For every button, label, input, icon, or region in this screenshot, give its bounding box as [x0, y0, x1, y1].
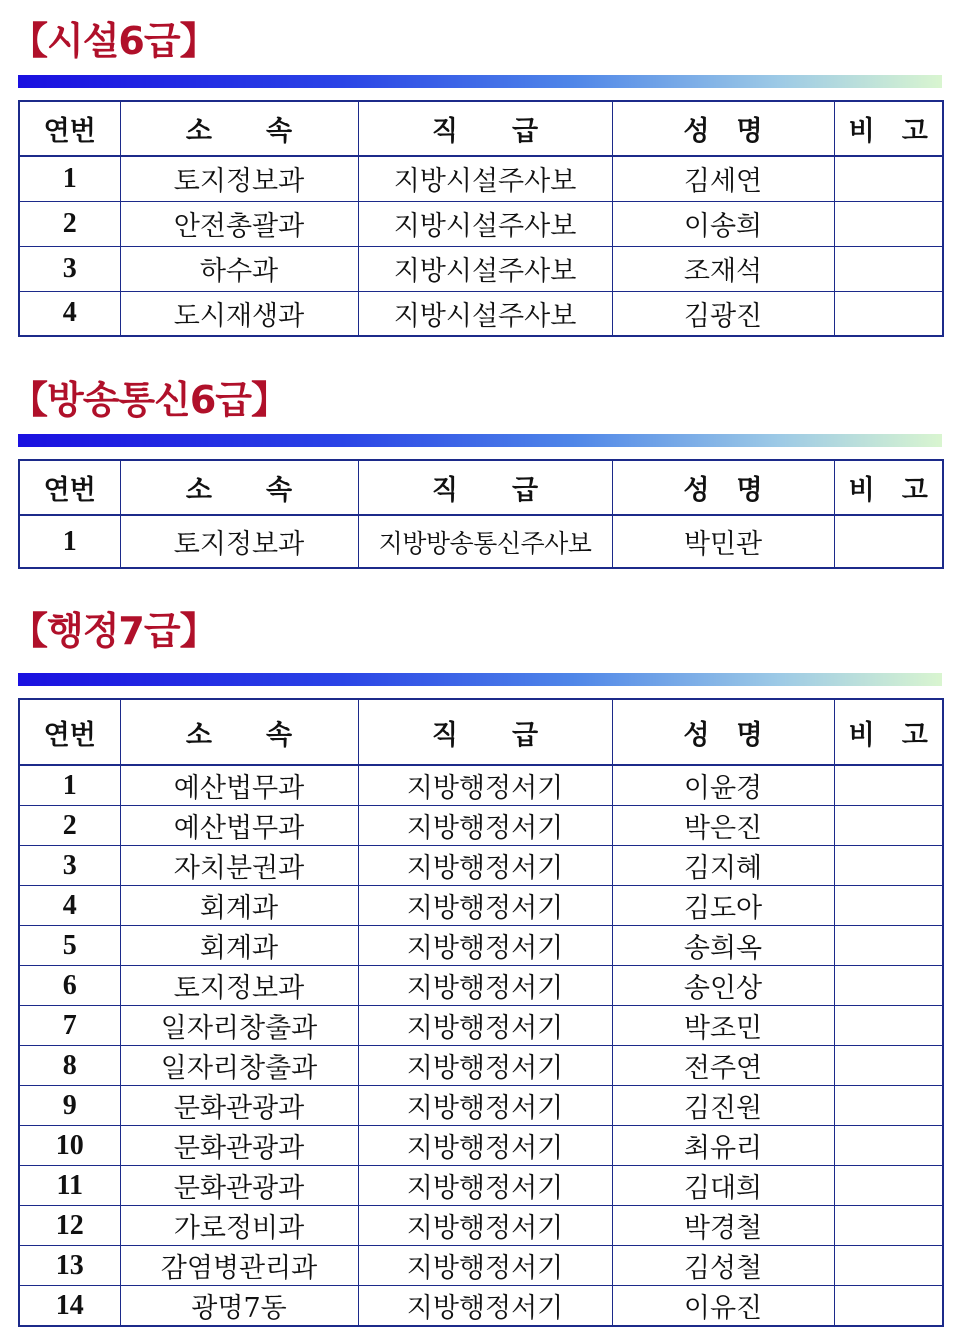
cell-note — [834, 966, 943, 1006]
table-row — [19, 1126, 943, 1166]
cell-name: 박경철 — [612, 1206, 834, 1246]
section-title-admin-7: 【행정7급】 — [10, 609, 217, 653]
cell-rank: 지방행정서기 — [358, 1246, 612, 1286]
cell-number: 1 — [19, 765, 120, 806]
cell-name: 박조민 — [612, 1006, 834, 1046]
cell-department: 예산법무과 — [120, 806, 358, 846]
cell-department: 회계과 — [120, 926, 358, 966]
cell-rank: 지방시설주사보 — [358, 201, 612, 246]
cell-note — [834, 1206, 943, 1246]
cell-department: 안전총괄과 — [120, 201, 358, 246]
cell-note — [834, 806, 943, 846]
table-header-row — [19, 699, 943, 765]
table-row — [19, 806, 943, 846]
cell-rank: 지방행정서기 — [358, 1166, 612, 1206]
cell-note — [834, 1006, 943, 1046]
cell-name: 송희옥 — [612, 926, 834, 966]
cell-note — [834, 846, 943, 886]
cell-name: 이유진 — [612, 1286, 834, 1327]
header-note: 비 고 — [834, 101, 943, 156]
table-row — [19, 156, 943, 201]
table-row — [19, 1246, 943, 1286]
cell-name: 이송희 — [612, 201, 834, 246]
cell-note — [834, 156, 943, 201]
header-rank: 직 급 — [358, 460, 612, 515]
cell-name: 김진원 — [612, 1086, 834, 1126]
cell-name: 최유리 — [612, 1126, 834, 1166]
roster-table-facility-6 — [18, 100, 944, 337]
cell-number: 9 — [19, 1086, 120, 1126]
section-divider-bar — [18, 75, 942, 88]
table-row — [19, 246, 943, 291]
cell-note — [834, 1286, 943, 1327]
cell-rank: 지방행정서기 — [358, 1086, 612, 1126]
table-row — [19, 926, 943, 966]
cell-number: 11 — [19, 1166, 120, 1206]
cell-department: 토지정보과 — [120, 966, 358, 1006]
cell-note — [834, 1086, 943, 1126]
cell-department: 토지정보과 — [120, 156, 358, 201]
cell-rank: 지방행정서기 — [358, 1126, 612, 1166]
table-row — [19, 291, 943, 336]
cell-rank: 지방행정서기 — [358, 1206, 612, 1246]
cell-name: 박민관 — [612, 515, 834, 568]
header-note: 비 고 — [834, 460, 943, 515]
cell-department: 문화관광과 — [120, 1086, 358, 1126]
table-row — [19, 515, 943, 568]
header-name: 성 명 — [612, 101, 834, 156]
cell-name: 김도아 — [612, 886, 834, 926]
cell-name: 전주연 — [612, 1046, 834, 1086]
cell-rank: 지방행정서기 — [358, 846, 612, 886]
cell-name: 송인상 — [612, 966, 834, 1006]
cell-note — [834, 1166, 943, 1206]
table-row — [19, 1206, 943, 1246]
cell-number: 4 — [19, 291, 120, 336]
cell-department: 회계과 — [120, 886, 358, 926]
cell-number: 3 — [19, 246, 120, 291]
cell-rank: 지방행정서기 — [358, 765, 612, 806]
header-name: 성 명 — [612, 699, 834, 765]
cell-note — [834, 1126, 943, 1166]
cell-rank: 지방행정서기 — [358, 926, 612, 966]
table-row — [19, 765, 943, 806]
cell-department: 토지정보과 — [120, 515, 358, 568]
cell-name: 박은진 — [612, 806, 834, 846]
cell-rank: 지방시설주사보 — [358, 156, 612, 201]
table-row — [19, 846, 943, 886]
cell-rank: 지방방송통신주사보 — [358, 515, 612, 568]
cell-number: 14 — [19, 1286, 120, 1327]
cell-name: 김지혜 — [612, 846, 834, 886]
table-row — [19, 1286, 943, 1327]
header-department: 소 속 — [120, 460, 358, 515]
section-divider-bar — [18, 434, 942, 447]
header-number: 연번 — [19, 460, 120, 515]
cell-name: 김세연 — [612, 156, 834, 201]
cell-department: 하수과 — [120, 246, 358, 291]
cell-note — [834, 1246, 943, 1286]
header-rank: 직 급 — [358, 101, 612, 156]
cell-rank: 지방행정서기 — [358, 1286, 612, 1327]
cell-department: 자치분권과 — [120, 846, 358, 886]
cell-rank: 지방행정서기 — [358, 966, 612, 1006]
cell-name: 김대희 — [612, 1166, 834, 1206]
header-department: 소 속 — [120, 699, 358, 765]
cell-note — [834, 515, 943, 568]
table-header-row — [19, 460, 943, 515]
cell-rank: 지방행정서기 — [358, 1046, 612, 1086]
cell-note — [834, 246, 943, 291]
cell-number: 10 — [19, 1126, 120, 1166]
cell-department: 가로정비과 — [120, 1206, 358, 1246]
cell-rank: 지방시설주사보 — [358, 291, 612, 336]
table-header-row — [19, 101, 943, 156]
section-title-facility-6: 【시설6급】 — [10, 19, 217, 63]
cell-rank: 지방행정서기 — [358, 886, 612, 926]
cell-department: 일자리창출과 — [120, 1046, 358, 1086]
roster-table-broadcast-6 — [18, 459, 944, 569]
table-row — [19, 886, 943, 926]
table-row — [19, 1046, 943, 1086]
header-department: 소 속 — [120, 101, 358, 156]
cell-number: 1 — [19, 515, 120, 568]
cell-number: 4 — [19, 886, 120, 926]
table-row — [19, 201, 943, 246]
cell-department: 문화관광과 — [120, 1166, 358, 1206]
cell-name: 김광진 — [612, 291, 834, 336]
table-row — [19, 966, 943, 1006]
cell-number: 6 — [19, 966, 120, 1006]
header-note: 비 고 — [834, 699, 943, 765]
cell-number: 3 — [19, 846, 120, 886]
header-name: 성 명 — [612, 460, 834, 515]
cell-note — [834, 201, 943, 246]
cell-rank: 지방시설주사보 — [358, 246, 612, 291]
cell-note — [834, 765, 943, 806]
roster-table-admin-7 — [18, 698, 944, 1327]
cell-number: 2 — [19, 201, 120, 246]
cell-department: 광명7동 — [120, 1286, 358, 1327]
cell-rank: 지방행정서기 — [358, 1006, 612, 1046]
cell-department: 일자리창출과 — [120, 1006, 358, 1046]
cell-note — [834, 886, 943, 926]
cell-number: 13 — [19, 1246, 120, 1286]
cell-number: 7 — [19, 1006, 120, 1046]
cell-department: 도시재생과 — [120, 291, 358, 336]
cell-number: 12 — [19, 1206, 120, 1246]
header-rank: 직 급 — [358, 699, 612, 765]
cell-department: 예산법무과 — [120, 765, 358, 806]
table-row — [19, 1006, 943, 1046]
cell-name: 이윤경 — [612, 765, 834, 806]
section-divider-bar — [18, 673, 942, 686]
header-number: 연번 — [19, 101, 120, 156]
cell-name: 조재석 — [612, 246, 834, 291]
cell-number: 2 — [19, 806, 120, 846]
cell-rank: 지방행정서기 — [358, 806, 612, 846]
cell-number: 1 — [19, 156, 120, 201]
header-number: 연번 — [19, 699, 120, 765]
section-title-broadcast-6: 【방송통신6급】 — [10, 378, 288, 422]
cell-department: 문화관광과 — [120, 1126, 358, 1166]
cell-number: 8 — [19, 1046, 120, 1086]
cell-department: 감염병관리과 — [120, 1246, 358, 1286]
cell-note — [834, 926, 943, 966]
table-row — [19, 1086, 943, 1126]
cell-number: 5 — [19, 926, 120, 966]
cell-name: 김성철 — [612, 1246, 834, 1286]
table-row — [19, 1166, 943, 1206]
cell-note — [834, 1046, 943, 1086]
cell-note — [834, 291, 943, 336]
